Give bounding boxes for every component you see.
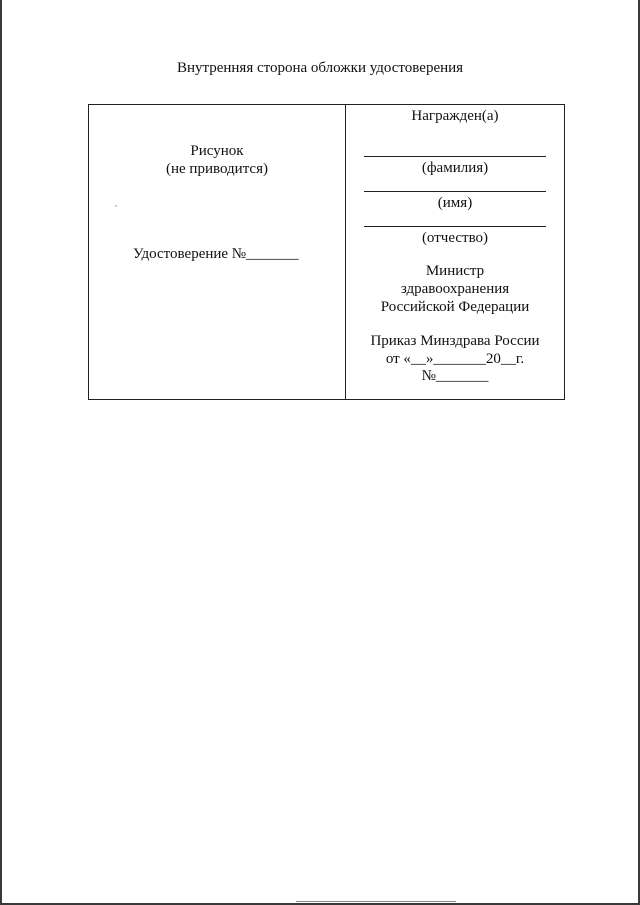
awarded-label: Награжден(а) <box>411 108 499 124</box>
surname-caption: (фамилия) <box>421 160 489 176</box>
name-caption: (имя) <box>437 195 473 211</box>
signer-title-line2: здравоохранения <box>400 281 510 297</box>
order-number-line: №_______ <box>421 368 489 384</box>
document-title: Внутренняя сторона обложки удостоверения <box>176 60 464 76</box>
surname-line <box>364 156 546 157</box>
order-date-line: от «__»_______20__г. <box>385 351 525 367</box>
stray-mark <box>115 205 117 207</box>
patronymic-caption: (отчество) <box>421 230 489 246</box>
patronymic-line <box>364 226 546 227</box>
certificate-number-label: Удостоверение №_______ <box>133 246 299 262</box>
scan-artifact-line <box>296 901 456 902</box>
page-border-left <box>0 0 2 905</box>
order-line1: Приказ Минздрава России <box>370 333 540 349</box>
right-panel <box>346 105 564 399</box>
picture-note: (не приводится) <box>166 161 268 177</box>
left-panel <box>89 105 345 399</box>
name-line <box>364 191 546 192</box>
signer-title-line1: Министр <box>425 263 485 279</box>
picture-label: Рисунок <box>190 143 244 159</box>
certificate-cover-inner-side <box>88 104 565 400</box>
signer-title-line3: Российской Федерации <box>380 299 530 315</box>
